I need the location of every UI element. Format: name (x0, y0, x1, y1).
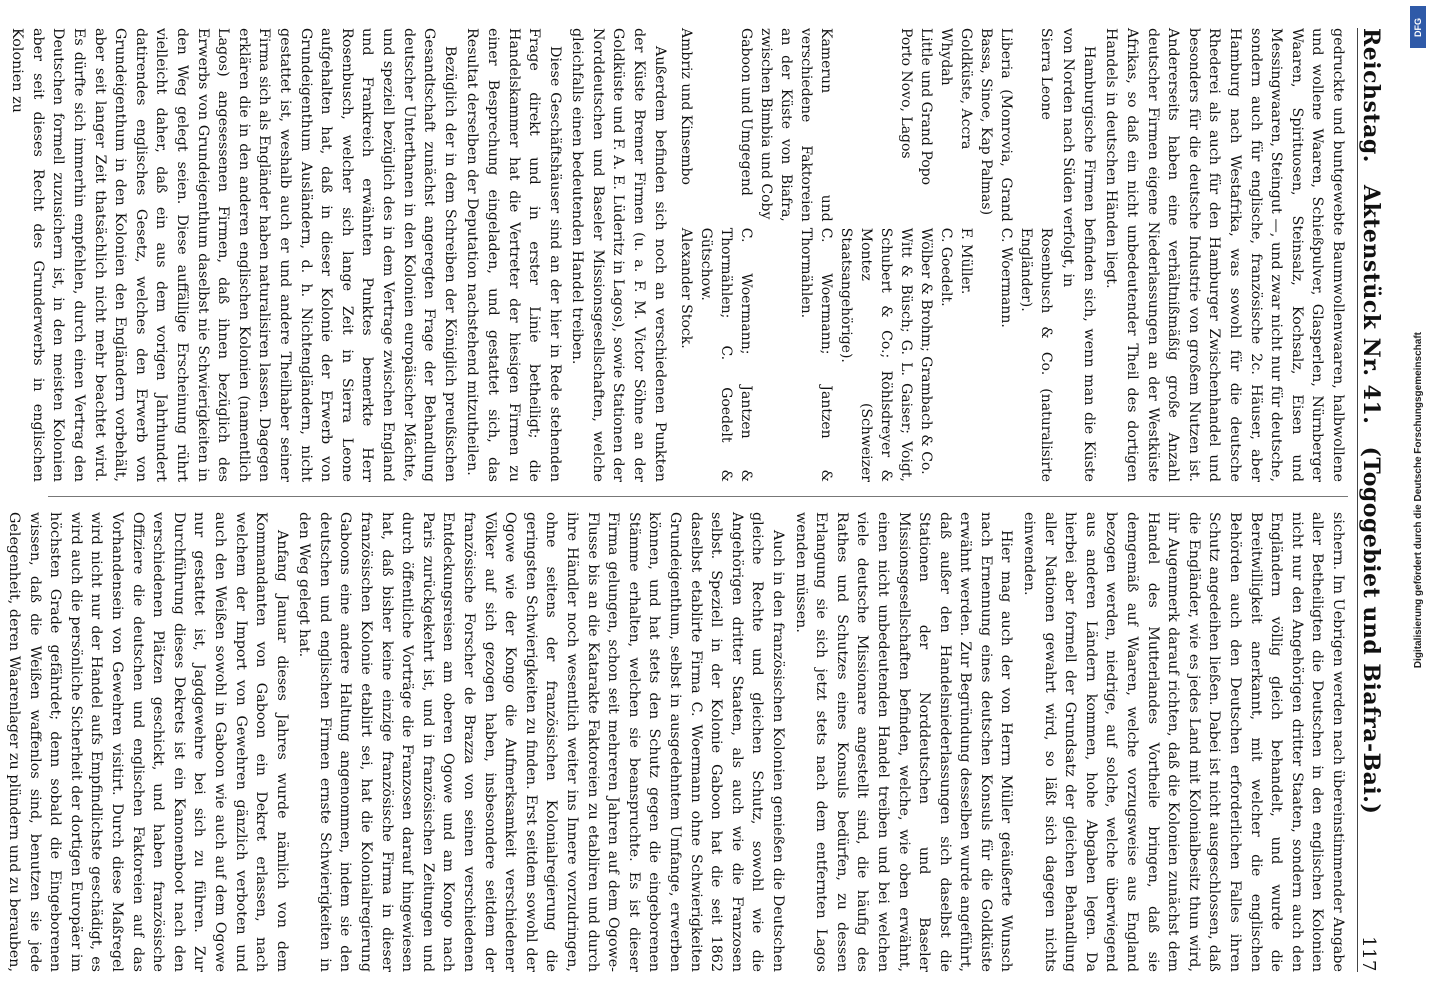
paragraph: Hier mag auch der von Herrn Müller geäußerte Wunsch nach Ernennung eines deutschen Konsuls für die Goldküste erwähnt werden. Zur Begründung desselben wurde angeführt, daß außer den Handelsniederlassungen sich daselbst die Stationen der Norddeutschen und Baseler Missionsgesellschaften befinden, welche, wie oben erwähnt, einen nicht unbedeutenden Handel treiben und bei welchen viele deutsche Missionare angestellt sind, die häufig des Rathes und Schutzes eines Konsuls bedürfen, zu dessen Erlangung sie sich jetzt stets nach dem entfernten Lagos wenden müssen. (792, 512, 1015, 972)
header-center-title: Aktenstück Nr. 41. (1358, 184, 1384, 425)
page-number: 117 (1358, 936, 1379, 972)
firm-location: Ambriz und Kinsembo (677, 28, 694, 185)
paragraph: Anfang Januar dieses Jahres wurde nämlich von dem Kommandanten von Gaboon ein Dekret erlassen, nach welchem der Import von Gewehren gänzlich verboten und auch den Weißen sowohl in Gaboon wie auch auf dem Ogowe nur gestattet ist, Jagdgewehre bei sich zu führen. Zur Durchführung dieses Dekrets ist ein Kanonenboot nach den verschiedenen Plätzen geschickt, und haben französische Offiziere die deutschen und englischen Faktoreien auf das Vorhandensein von Gewehren visitirt. Durch diese Maßregel wird nicht nur der Handel aufs Empfindlichste geschädigt, es wird auch die persönliche Sicherheit der dortigen Europäer im höchsten Grade gefährdet; denn sobald die Eingeborenen wissen, daß die Weißen waffenlos sind, benutzen sie jede Gelegenheit, deren Waarenlager zu plündern und zu berauben, (6, 512, 290, 972)
firm-location: Goldküste, Accra (957, 28, 974, 150)
firm-row (696, 28, 756, 482)
firm-location: Little und Grand Popo (917, 28, 934, 186)
firm-names: F. Müller. (957, 227, 974, 295)
firm-row (916, 28, 936, 482)
firm-names: C. Goedelt. (937, 227, 954, 307)
paragraph: gedruckte und buntgewebte Baumwollenwaaren, halbwollene und wollene Waaren, Schießpulver, Glasperlen, Nürnberger Waaren, Spirituosen, Steinsalz, Kochsalz, Eisen und Messingwaaren, Steingut —, und zwar nicht nur für deutsche, sondern auch für englische, französische 2c. Häuser, aber Hamburg nach Westafrika, was sowohl für die deutsche Rhederei als auch für den Hamburger Zwischenhandel und besonders für die deutsche Industrie von großem Nutzen ist. Andererseits haben eine verhältnißmäßig große Anzahl deutscher Firmen eigene Niederlassungen an der Westküste Afrikas, so daß ein nicht unbedeutender Theil des dortigen Handels in deutschen Händen liegt. (1103, 28, 1346, 482)
dfg-logo: DFG (1410, 6, 1426, 48)
firm-row (756, 28, 836, 482)
firm-names: Alexander Stock. (677, 227, 694, 349)
header-left-title: Reichstag. (1358, 28, 1384, 163)
paragraph: Auch in den französischen Kolonien genießen die Deutschen gleiche Rechte und gleichen Schutz, sowohl wie die Angehörigen dritter Staaten, als auch wie die Franzosen selbst. Speziell in der Kolonie Gaboon hat die seit 1862 daselbst etablirte Firma C. Woermann ohne Schwierigkeiten Grundeigenthum, selbst in ausgedehntem Umfange, erwerben können, und hat stets den Schutz gegen die eingeborenen Stämme erhalten, welchen sie beanspruchte. Es ist dieser Firma gelungen, schon seit mehreren Jahren auf dem Ogowe-Flusse bis an die Katarakte Faktoreien zu etabliren und durch ihre Händler noch wesentlich weiter ins Innere vorzudringen, ohne seitens der französischen Kolonialregierung die geringsten Schwierigkeiten zu finden. Erst seitdem sowohl der Ogowe wie der Kongo die Aufmerksamkeit verschiedener Völker auf sich gezogen haben, insbesondere seitdem der französische Forscher de Brazza von seinen verschiedenen Entdeckungsreisen am oberen Ogowe und am Kongo nach Paris zurückgekehrt ist, und in französischen Zeitungen und durch öffentliche Vorträge die Franzosen darauf hingewiesen hat, daß bisher keine einzige französische Firma in dieser französischen Kolonie etablirt sei, hat die Kolonialregierung Gaboons eine andere Haltung angenommen, indem sie den deutschen und englischen Firmen ernste Schwierigkeiten in den Weg gelegt hat. (296, 512, 786, 972)
page-header (1357, 28, 1392, 972)
firm-row (936, 28, 956, 482)
firm-location: Sierra Leone (1037, 28, 1054, 120)
firm-names: C. Woermann; Jantzen & Thormählen. (797, 227, 834, 482)
left-column (9, 28, 1348, 482)
firm-row (956, 28, 976, 482)
firm-list (676, 28, 1056, 482)
firm-location: Kamerun und verschiedene Faktoreien an der Küste von Biafra, zwischen Bimbia und Coby (757, 28, 834, 222)
firm-row (976, 28, 1016, 482)
firm-location: Gaboon und Umgegend (737, 28, 754, 196)
firm-names: Rosenbusch & Co. (naturalisirte Engländer). (1017, 227, 1054, 482)
right-column (6, 512, 1348, 972)
paragraph: sichern. Im Uebrigen werden nach übereinstimmender Angabe aller Betheiligten die Deutschen in den englischen Kolonien nicht nur den Angehörigen dritter Staaten, sondern auch den Engländern völlig gleich behandelt, und wurde die Bereitwilligkeit anerkannt, mit welcher die englischen Behörden auch den Deutschen erforderlichen Falles ihren Schutz angedeihen ließen. Dabei ist nicht ausgeschlossen, daß die Engländer, wie es jedes Land mit Kolonialbesitz thun wird, ihr Augenmerk darauf richten, daß die Kolonien zunächst dem Handel des Mutterlandes Vortheile bringen, daß sie demgemäß auf Waaren, welche vorzugsweise aus England bezogen werden, niedrige, auf solche, welche überwiegend aus anderen Ländern kommen, hohe Abgaben legen. Da hierbei aber formell der Grundsatz der gleichen Behandlung aller Nationen gewahrt wird, so läßt sich dagegen nichts einwenden. (1021, 512, 1346, 972)
paragraph: Diese Geschäftshäuser sind an der hier in Rede stehenden Frage direkt und in erster Linie betheiligt; die Handelskammer hat die Vertreter der hiesigen Firmen zu einer Besprechung eingeladen, und gestattet sich, das Resultat derselben der Deputation nachstehend mitzutheilen. (464, 28, 563, 482)
sidebar-credit (1404, 0, 1432, 1000)
firm-location: Whydah (937, 28, 954, 86)
firm-row (1016, 28, 1056, 482)
paragraph: Außerdem befinden sich noch an verschiedenen Punkten der Küste Bremer Firmen (u. a. F. M. Victor Söhne an der Goldküste und F. A. E. Lüderitz in Lagos), sowie Stationen der Norddeutschen und Baseler Missionsgesellschaften, welche gleichfalls einen bedeutenden Handel treiben. (569, 28, 668, 482)
firm-names: C. Woermann. (997, 227, 1014, 328)
firm-names: Wölber & Brohm; Grambach & Co. (917, 227, 934, 475)
firm-names: Witt & Büsch; G. L. Gaiser; Voigt, Schubert & Co.; Röhlsdreyer & Montez (Schweizer Staatsangehörige). (837, 227, 914, 482)
column-divider (48, 496, 1348, 497)
firm-names: C. Woermann; Jantzen & Thormählen; C. Goedelt & Gütschow. (697, 227, 754, 482)
header-right-title: (Togogebiet und Biafra-Bai.) (1358, 446, 1384, 815)
firm-location: Porto Novo, Lagos (897, 28, 914, 159)
firm-location: Liberia (Monrovia, Grand Bassa, Sinoe, Kap Palmas) (977, 28, 1014, 222)
firm-row (676, 28, 696, 482)
firm-row (836, 28, 916, 482)
paragraph: Bezüglich der in dem Schreiben der Königlich preußischen Gesandtschaft zunächst angeregten Frage der Behandlung deutscher Unterthanen in den Kolonien europäischer Mächte, und speziell bezüglich des in dem Vertrage zwischen England und Frankreich erwähnten Punktes bemerkte Herr Rosenbusch, welcher sich lange Zeit in Sierra Leone aufgehalten hat, daß in dieser Kolonie der Erwerb von Grundeigenthum Ausländern, d. h. Nichtengländern, nicht gestattet ist, weshalb auch er und andere Theilhaber seiner Firma sich als Engländer haben naturalisiren lassen. Dagegen erklären die in den anderen englischen Kolonien (namentlich Lagos) angesessenen Firmen, daß ihnen bezüglich des Erwerbs von Grundeigenthum daselbst nie Schwierigkeiten in den Weg gelegt seien. Diese auffällige Erscheinung rührt vielleicht daher, daß ein aus dem vorigen Jahrhundert datirendes englisches Gesetz, welches den Erwerb von Grundeigenthum in den Kolonien den Engländern vorbehält, aber seit langer Zeit thatsächlich nicht mehr beachtet wird. Es dürfte sich immerhin empfehlen, durch einen Vertrag den Deutschen formell zuzusichern ist, in den meisten Kolonien aber seit dieses Recht des Grunderwerbs in englischen Kolonien zu (9, 28, 458, 482)
credit-text: Digitalisierung gefördert durch die Deutsche Forschungsgemeinschaft (1412, 331, 1424, 669)
paragraph: Hamburgische Firmen befinden sich, wenn man die Küste von Norden nach Süden verfolgt, in (1060, 28, 1097, 482)
